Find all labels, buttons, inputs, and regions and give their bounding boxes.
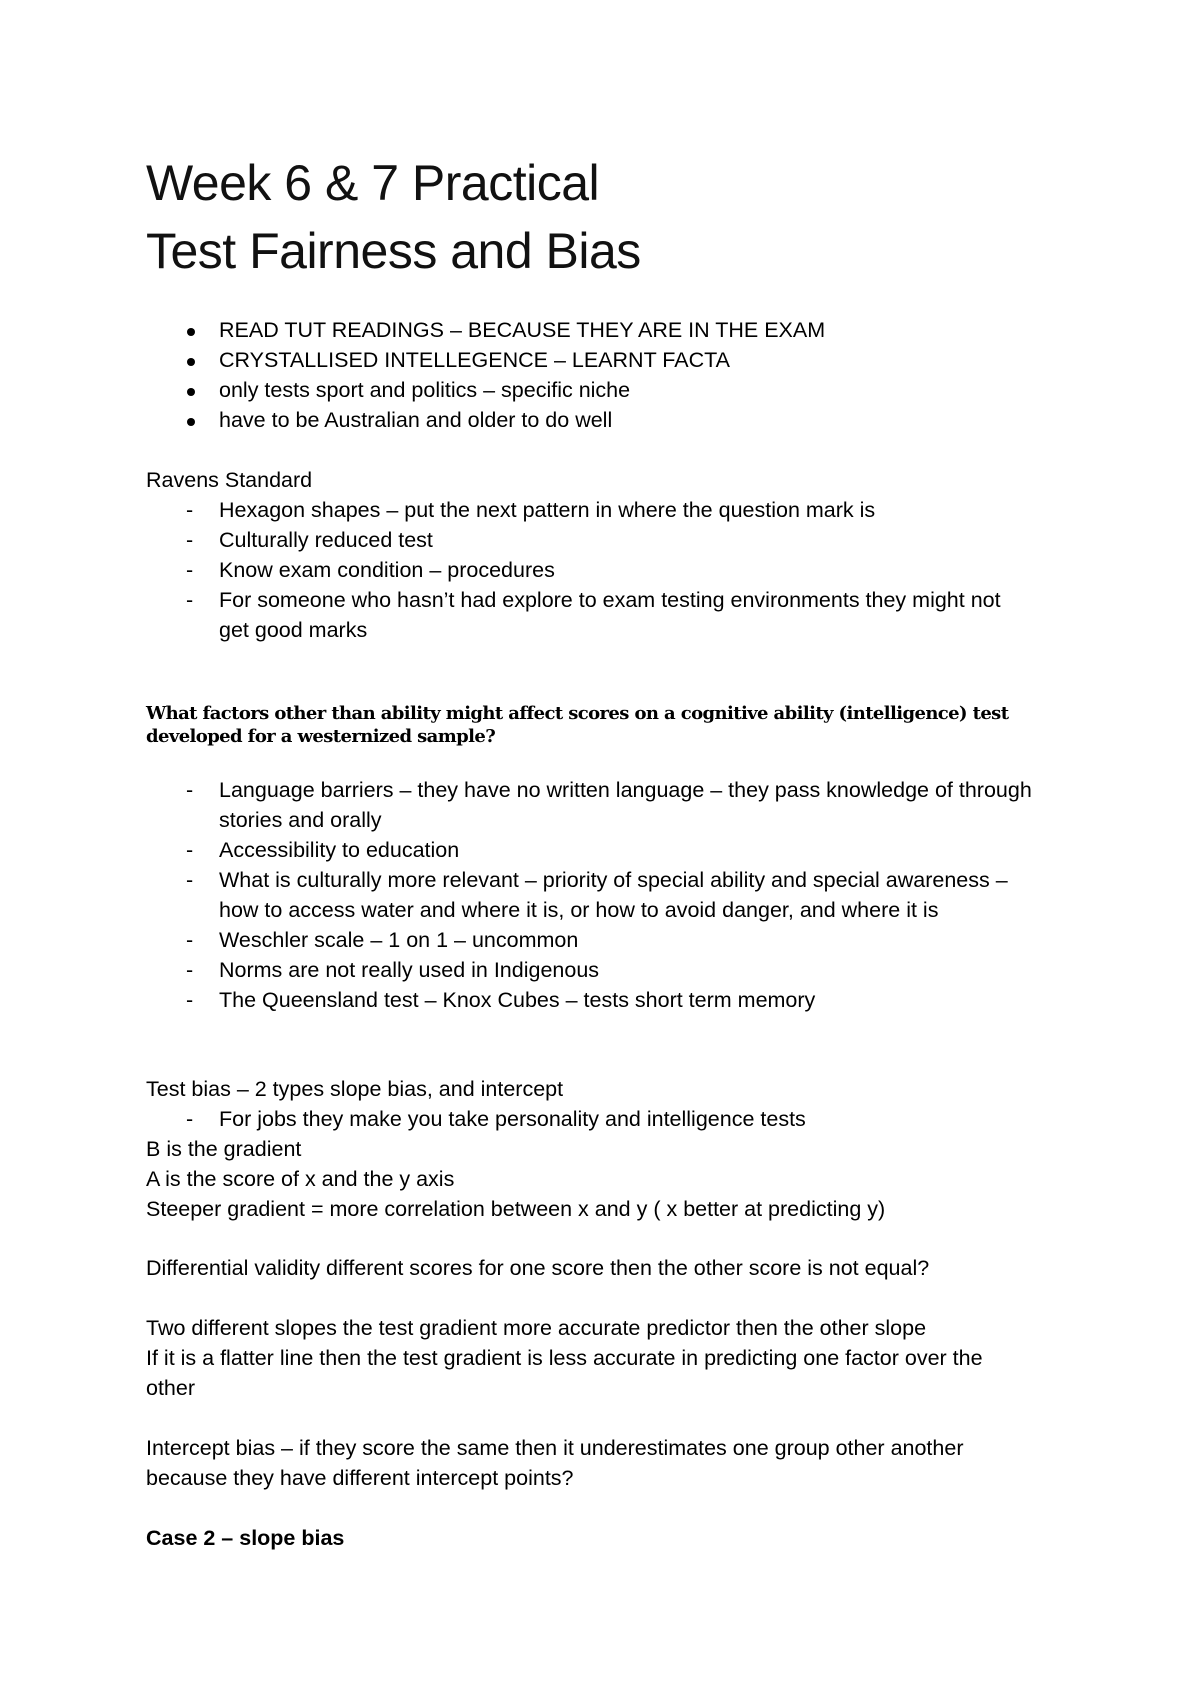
page-title-line-2: Test Fairness and Bias bbox=[146, 223, 641, 279]
ravens-item: Know exam condition – procedures bbox=[219, 558, 555, 582]
dash-marker: - bbox=[186, 928, 194, 952]
factor-item-continued: stories and orally bbox=[219, 808, 382, 832]
dash-marker: - bbox=[186, 498, 194, 522]
dash-marker: - bbox=[186, 958, 194, 982]
factor-item: The Queensland test – Knox Cubes – tests short term memory bbox=[219, 988, 816, 1012]
factor-item: Weschler scale – 1 on 1 – uncommon bbox=[219, 928, 579, 952]
test-bias-line: Steeper gradient = more correlation between x and y ( x better at predicting y) bbox=[146, 1197, 886, 1221]
factor-item-continued: how to access water and where it is, or how to avoid danger, and where it is bbox=[219, 898, 939, 922]
dash-marker: - bbox=[186, 868, 194, 892]
slopes-line: Two different slopes the test gradient more accurate predictor then the other slope bbox=[146, 1316, 927, 1340]
ravens-heading: Ravens Standard bbox=[146, 468, 313, 492]
dash-marker: - bbox=[186, 838, 194, 862]
bullet-dot-icon bbox=[187, 388, 195, 396]
test-bias-heading: Test bias – 2 types slope bias, and intercept bbox=[146, 1077, 564, 1101]
test-bias-line: A is the score of x and the y axis bbox=[146, 1167, 455, 1191]
dash-marker: - bbox=[186, 558, 194, 582]
bullet-item: READ TUT READINGS – BECAUSE THEY ARE IN THE EXAM bbox=[219, 318, 826, 342]
factor-item: What is culturally more relevant – priority of special ability and special awareness – bbox=[219, 868, 1008, 892]
bullet-item: only tests sport and politics – specific niche bbox=[219, 378, 631, 402]
question-line-1: What factors other than ability might affect scores on a cognitive ability (intelligence) test bbox=[146, 703, 1009, 724]
intercept-bias-line: Intercept bias – if they score the same then it underestimates one group other another bbox=[146, 1436, 964, 1460]
bullet-item: have to be Australian and older to do well bbox=[219, 408, 613, 432]
ravens-item: Culturally reduced test bbox=[219, 528, 433, 552]
slopes-line: If it is a flatter line then the test gradient is less accurate in predicting one factor over the bbox=[146, 1346, 983, 1370]
factor-item: Accessibility to education bbox=[219, 838, 460, 862]
bullet-dot-icon bbox=[187, 358, 195, 366]
dash-marker: - bbox=[186, 528, 194, 552]
dash-marker: - bbox=[186, 778, 194, 802]
bullet-dot-icon bbox=[187, 418, 195, 426]
page-title-line-1: Week 6 & 7 Practical bbox=[146, 155, 600, 211]
dash-marker: - bbox=[186, 988, 194, 1012]
ravens-item-continued: get good marks bbox=[219, 618, 368, 642]
test-bias-line: B is the gradient bbox=[146, 1137, 302, 1161]
bullet-item: CRYSTALLISED INTELLEGENCE – LEARNT FACTA bbox=[219, 348, 730, 372]
dash-marker: - bbox=[186, 588, 194, 612]
case-2-heading: Case 2 – slope bias bbox=[146, 1526, 345, 1550]
ravens-item: For someone who hasn’t had explore to exam testing environments they might not bbox=[219, 588, 1001, 612]
ravens-item: Hexagon shapes – put the next pattern in where the question mark is bbox=[219, 498, 876, 522]
intercept-bias-line: because they have different intercept points? bbox=[146, 1466, 574, 1490]
differential-validity-text: Differential validity different scores for one score then the other score is not equal? bbox=[146, 1256, 930, 1280]
factor-item: Language barriers – they have no written language – they pass knowledge of through bbox=[219, 778, 1032, 802]
test-bias-sub-item: For jobs they make you take personality and intelligence tests bbox=[219, 1107, 806, 1131]
question-line-2: developed for a westernized sample? bbox=[146, 726, 496, 747]
factor-item: Norms are not really used in Indigenous bbox=[219, 958, 600, 982]
bullet-dot-icon bbox=[187, 328, 195, 336]
slopes-line: other bbox=[146, 1376, 196, 1400]
dash-marker: - bbox=[186, 1107, 194, 1131]
